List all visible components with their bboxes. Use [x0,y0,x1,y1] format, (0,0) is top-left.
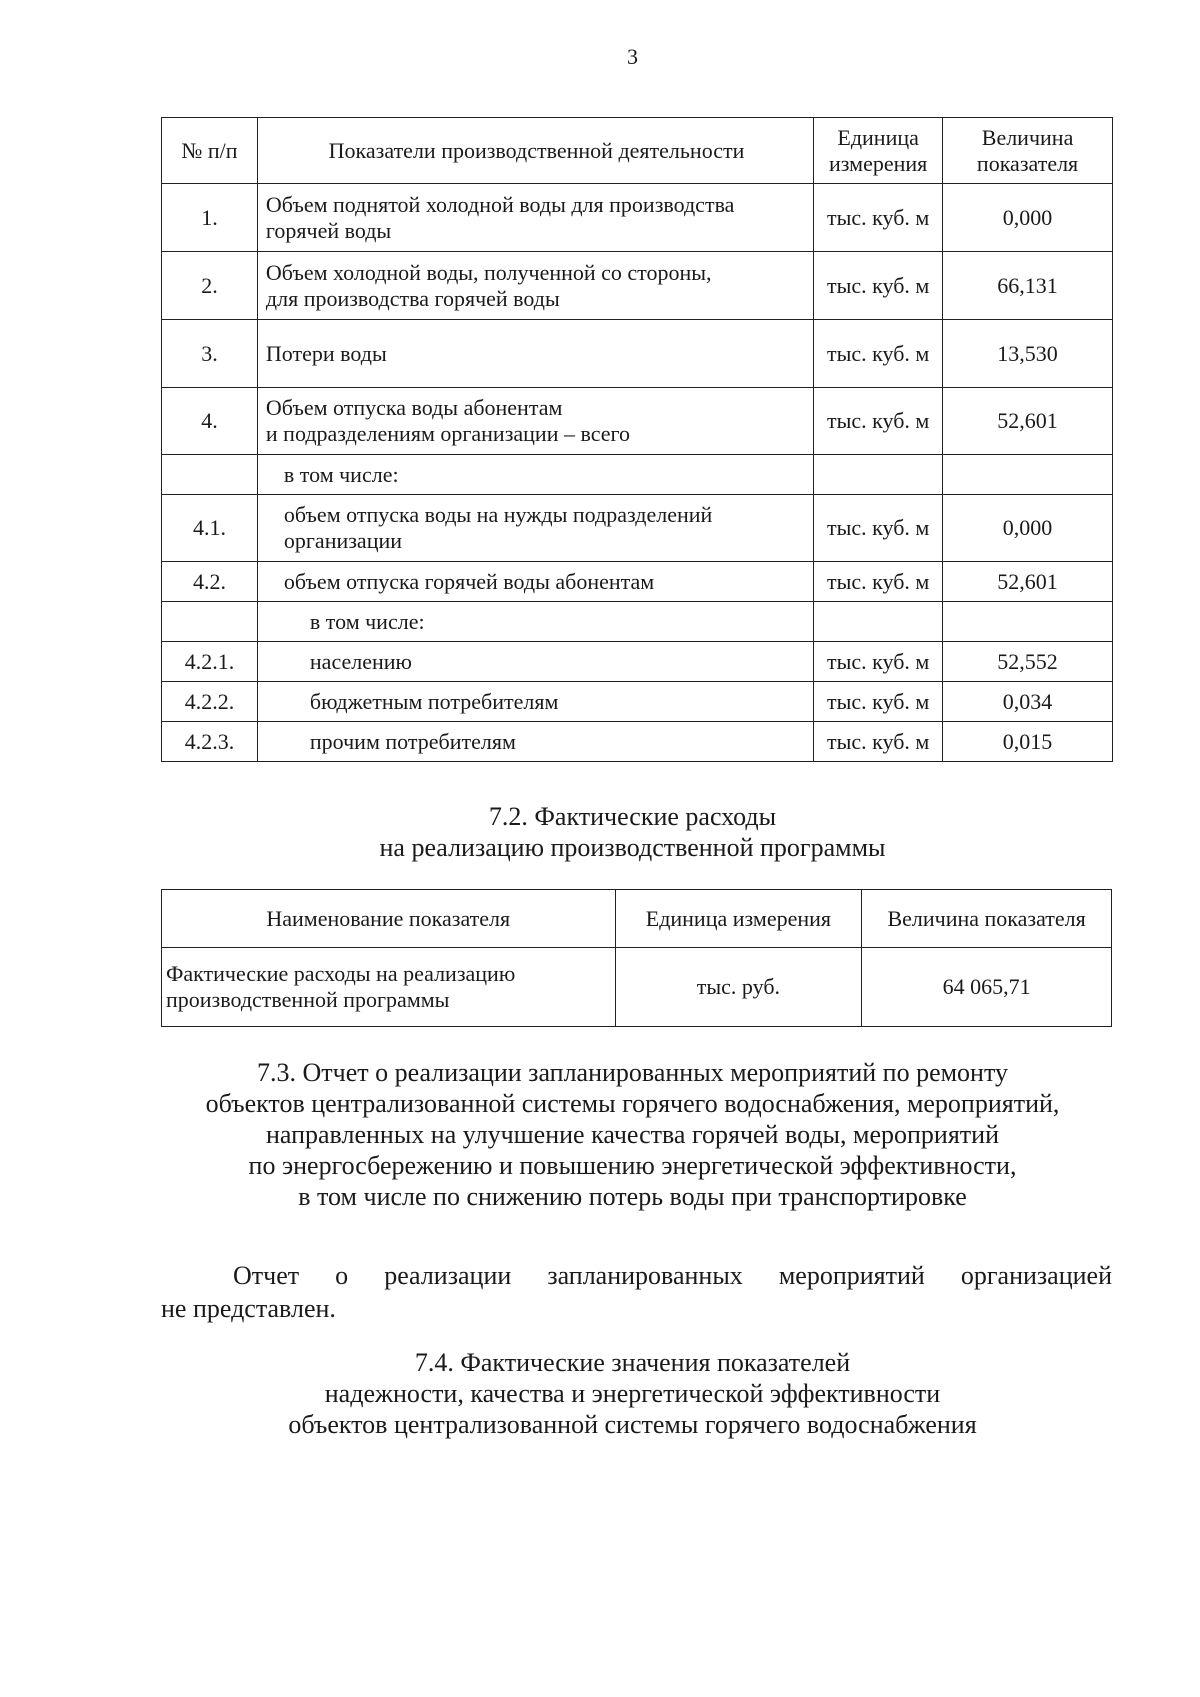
row-name-line2: производственной программы [166,987,450,1012]
row-num: 4.2.3. [162,722,258,762]
row-name: объем отпуска горячей воды абонентам [257,562,813,602]
table-header-row [162,890,1112,948]
row-value: 52,552 [943,642,1113,682]
header-num: № п/п [162,118,258,184]
row-value: 64 065,71 [862,948,1112,1027]
header-name: Показатели производственной деятельности [257,118,813,184]
row-unit: тыс. куб. м [814,495,943,562]
row-including-label: в том числе: [257,455,813,495]
row-value: 52,601 [943,562,1113,602]
header-value-line1: Величина [981,124,1074,150]
row-name: Потери воды [257,320,813,388]
row-num: 4.2. [162,562,258,602]
header-unit-line2: измерения [829,150,928,176]
table-row [162,320,1113,388]
row-unit-empty [814,602,943,642]
row-name-line1: Объем отпуска воды абонентам [265,395,563,420]
section-7-3-line3: направленных на улучшение качества горячей воды, мероприятий [265,1120,999,1149]
section-7-4-line3: объектов централизованной системы горячего водоснабжения [288,1410,977,1439]
header-value [943,118,1113,184]
table-row [162,642,1113,682]
section-7-4-line1: 7.4. Фактические значения показателей [414,1348,851,1377]
table-row [162,252,1113,320]
row-unit: тыс. куб. м [814,184,943,252]
row-value: 13,530 [943,320,1113,388]
row-name: бюджетным потребителям [257,682,813,722]
row-num-empty [162,602,258,642]
expenses-table [161,889,1112,1027]
section-7-3-heading [0,1057,1200,1212]
row-unit: тыс. руб. [615,948,862,1027]
row-unit: тыс. куб. м [814,642,943,682]
paragraph-line2: не представлен. [161,1294,336,1323]
row-value: 66,131 [943,252,1113,320]
row-name-line1: объем отпуска воды на нужды подразделений [283,502,713,527]
header-value-line2: показателя [976,150,1079,176]
table-row [162,184,1113,252]
table-row [162,495,1113,562]
row-num: 3. [162,320,258,388]
table-row-label [162,602,1113,642]
row-num: 4. [162,388,258,455]
row-unit: тыс. куб. м [814,320,943,388]
header-name: Наименование показателя [162,890,616,948]
section-7-4-heading [0,1347,1200,1440]
section-7-2-line2: на реализацию производственной программы [379,833,886,862]
row-including-label: в том числе: [257,602,813,642]
row-num: 4.1. [162,495,258,562]
table-row [162,948,1112,1027]
paragraph-line1: Отчет о реализации запланированных мероприятий организацией [233,1261,1112,1290]
page-number: 3 [627,44,638,69]
row-value: 0,034 [943,682,1113,722]
row-value: 0,015 [943,722,1113,762]
header-unit [814,118,943,184]
header-unit-line1: Единица [837,124,919,150]
row-value-empty [943,602,1113,642]
section-7-3-paragraph [161,1259,1112,1325]
section-7-4-line2: надежности, качества и энергетической эффективности [324,1379,941,1408]
row-num: 4.2.2. [162,682,258,722]
row-name-line2: и подразделениям организации – всего [265,421,631,446]
row-value-empty [943,455,1113,495]
row-name-line2: для производства горячей воды [265,285,560,311]
section-7-3-line5: в том числе по снижению потерь воды при транспортировке [298,1182,967,1211]
row-num-empty [162,455,258,495]
row-unit: тыс. куб. м [814,682,943,722]
row-name [257,252,813,320]
row-name: прочим потребителям [257,722,813,762]
table-row-label [162,455,1113,495]
section-7-3-line2: объектов централизованной системы горячего водоснабжения, мероприятий, [205,1089,1060,1118]
table-header-row [162,118,1113,184]
row-unit: тыс. куб. м [814,722,943,762]
table-row [162,682,1113,722]
production-indicators-table [161,117,1113,762]
section-7-3-line4: по энергосбережению и повышению энергетической эффективности, [248,1151,1017,1180]
row-name [162,948,616,1027]
row-name-line2: организации [283,528,403,553]
row-num: 4.2.1. [162,642,258,682]
row-name-line1: Объем поднятой холодной воды для производства [265,191,735,217]
row-name [257,388,813,455]
row-name-line1: Объем холодной воды, полученной со стороны, [265,259,712,285]
table-row [162,562,1113,602]
row-unit: тыс. куб. м [814,252,943,320]
section-7-3-line1: 7.3. Отчет о реализации запланированных мероприятий по ремонту [257,1058,1008,1087]
row-unit-empty [814,455,943,495]
row-unit: тыс. куб. м [814,562,943,602]
header-unit: Единица измерения [615,890,862,948]
row-name [257,184,813,252]
section-7-2-line1: 7.2. Фактические расходы [488,802,777,831]
row-value: 0,000 [943,184,1113,252]
row-name-line1: Фактические расходы на реализацию [166,961,516,986]
row-value: 0,000 [943,495,1113,562]
table-row [162,388,1113,455]
section-7-2-heading [0,801,1200,863]
row-name-line2: горячей воды [265,217,392,243]
table-row [162,722,1113,762]
row-name: населению [257,642,813,682]
row-value: 52,601 [943,388,1113,455]
row-name [257,495,813,562]
row-num: 2. [162,252,258,320]
row-num: 1. [162,184,258,252]
header-value: Величина показателя [862,890,1112,948]
row-unit: тыс. куб. м [814,388,943,455]
